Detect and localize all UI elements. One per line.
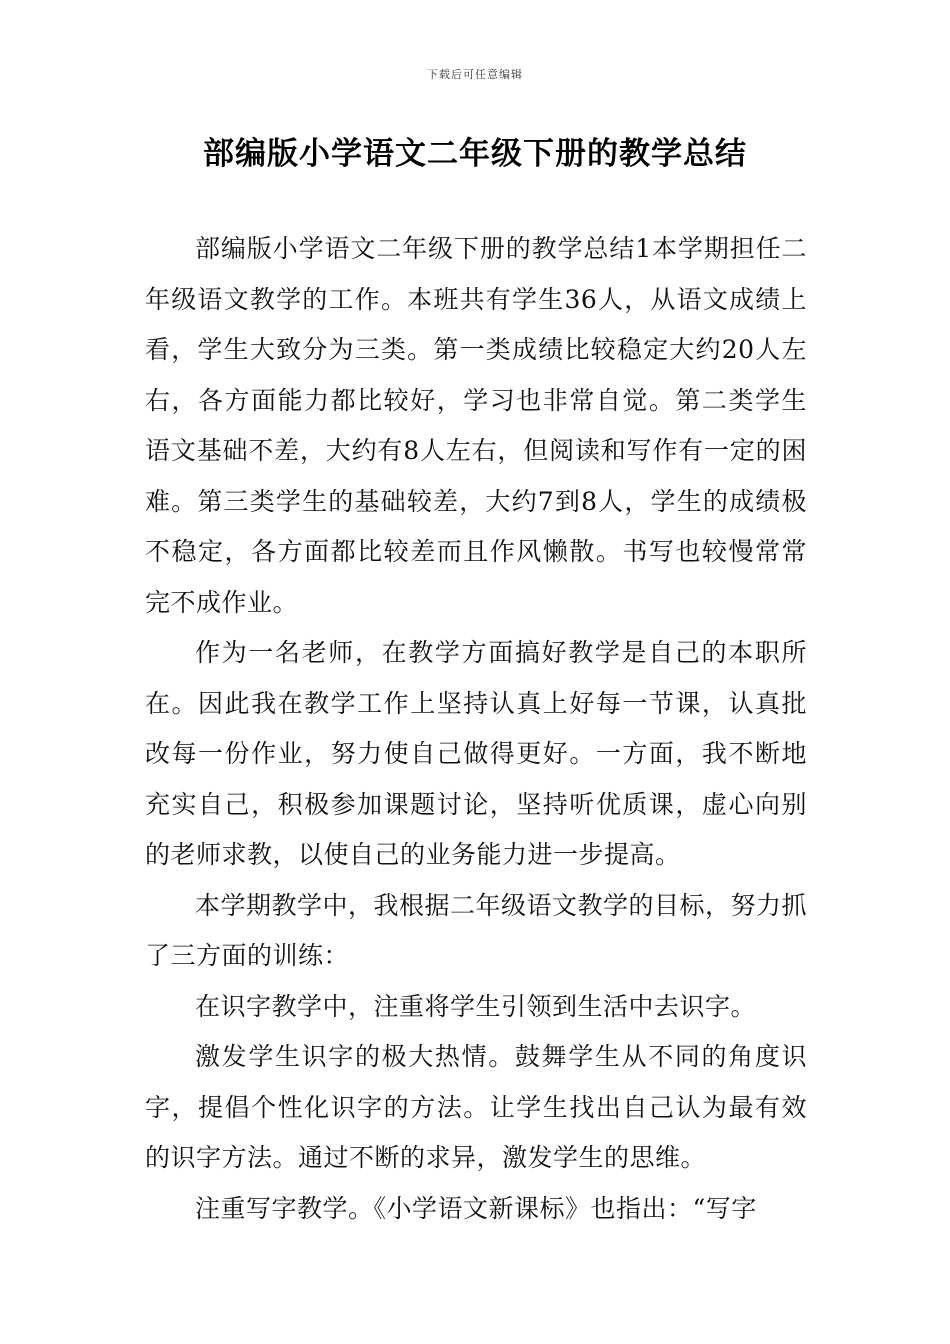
paragraph: 注重写字教学。《小学语文新课标》也指出：“写字 <box>195 1193 757 1223</box>
paragraph: 作为一名老师，在教学方面搞好教学是自己的本职所在。因此我在教学工作上坚持认真上好每一节课，认真批改每一份作业，努力使自己做得更好。一方面，我不断地充实自己，积极参加课题讨论，坚持听优质课，虚心向别的老师求教，以使自己的业务能力进一步提高。 <box>145 638 807 869</box>
paragraph: 激发学生识字的极大热情。鼓舞学生从不同的角度识字，提倡个性化识字的方法。让学生找出自己认为最有效的识字方法。通过不断的求异，激发学生的思维。 <box>145 1042 807 1172</box>
document-body <box>145 224 807 1234</box>
document-title: 部编版小学语文二年级下册的教学总结 <box>203 136 747 172</box>
paragraph: 在识字教学中，注重将学生引领到生活中去识字。 <box>195 991 757 1021</box>
header-note: 下载后可任意编辑 <box>427 68 523 81</box>
paragraph: 部编版小学语文二年级下册的教学总结1本学期担任二年级语文教学的工作。本班共有学生36人，从语文成绩上看，学生大致分为三类。第一类成绩比较稳定大约20人左右，各方面能力都比较好，学习也非常自觉。第二类学生语文基础不差，大约有8人左右，但阅读和写作有一定的困难。第三类学生的基础较差，大约7到8人，学生的成绩极不稳定，各方面都比较差而且作风懒散。书写也较慢常常完不成作业。 <box>145 234 807 617</box>
paragraph: 本学期教学中，我根据二年级语文教学的目标，努力抓了三方面的训练： <box>145 890 808 970</box>
